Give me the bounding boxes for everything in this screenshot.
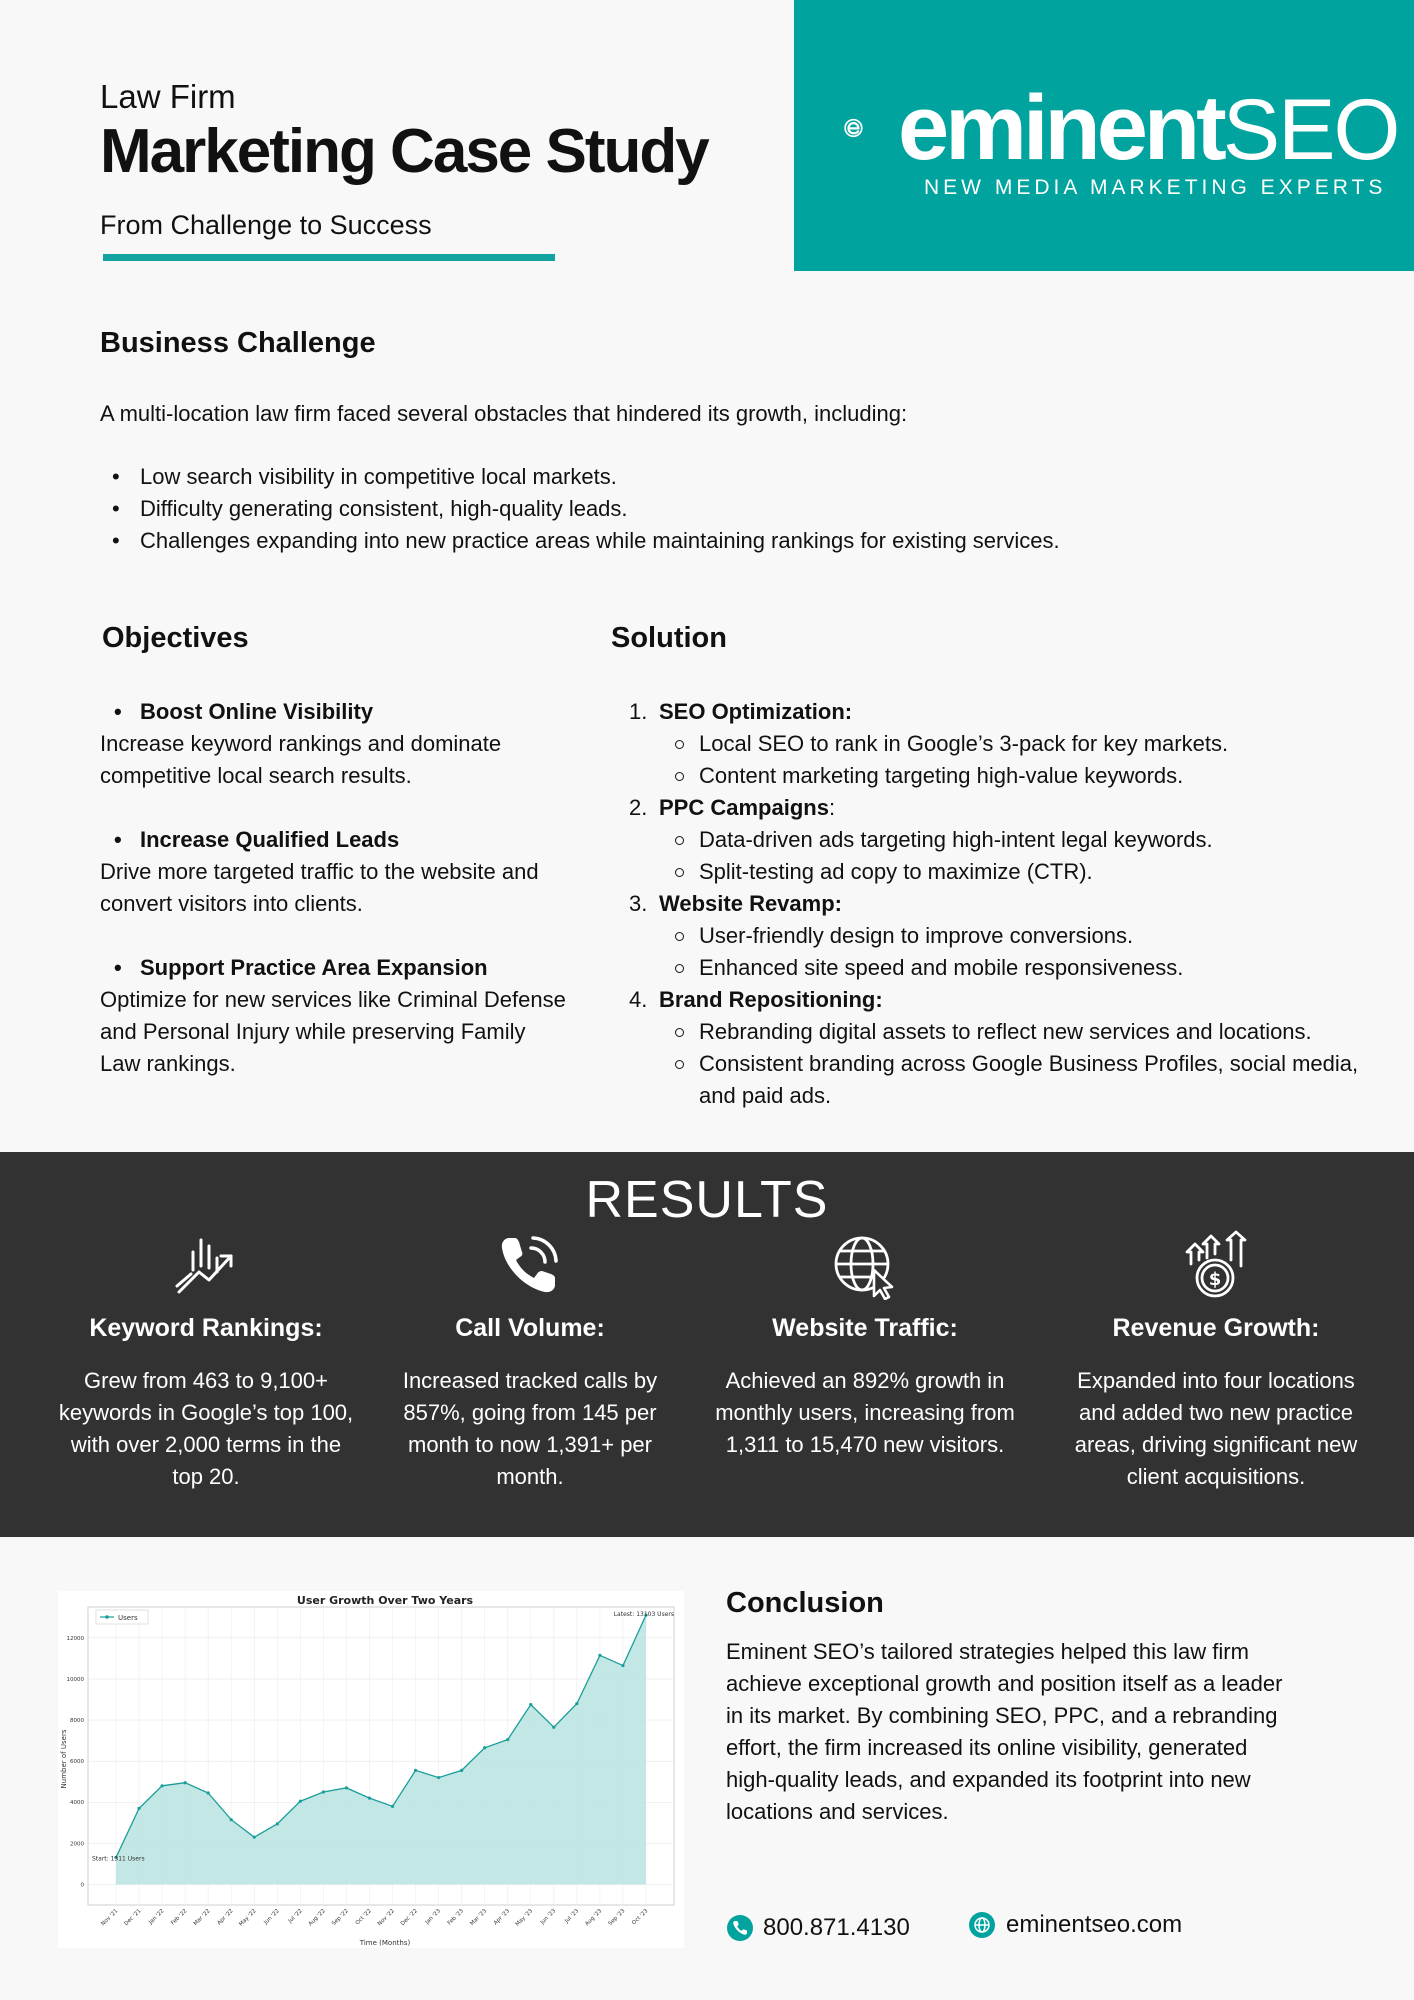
result-keyword-rankings (56, 1230, 356, 1493)
x-tick-label: Apr '22 (216, 1908, 235, 1927)
solution-subitem: Enhanced site speed and mobile responsiveness. (659, 952, 1379, 984)
title-underline (103, 254, 555, 261)
x-tick-label: Dec '22 (399, 1908, 419, 1928)
x-tick-label: Feb '23 (446, 1908, 466, 1927)
y-tick-label: 12000 (66, 1635, 84, 1642)
x-tick-label: Oct '22 (354, 1908, 373, 1927)
solution-item (619, 792, 1379, 888)
brand-name-bold: eminent (898, 77, 1223, 179)
x-tick-label: Mar '22 (192, 1908, 212, 1928)
y-tick-label: 8000 (70, 1718, 84, 1725)
objective-title: • Increase Qualified Leads (100, 824, 570, 856)
solution-subitem: Split-testing ad copy to maximize (CTR). (659, 856, 1379, 888)
solution-title: Website Revamp: (659, 891, 842, 916)
solution-sublist (659, 728, 1379, 792)
solution-item (619, 888, 1379, 984)
series-area-fill (116, 1615, 646, 1884)
annotation-latest: Latest: 13103 Users (613, 1611, 674, 1618)
legend-marker (105, 1615, 109, 1619)
conclusion-heading: Conclusion (726, 1587, 884, 1619)
objective-item (100, 824, 570, 920)
solution-subitem: Content marketing targeting high-value keywords. (659, 760, 1379, 792)
solution-title-line (659, 792, 1379, 824)
solution-title: Brand Repositioning: (659, 987, 883, 1012)
objective-item (100, 696, 570, 792)
x-tick-label: Mar '23 (469, 1908, 489, 1928)
phone-number[interactable]: 800.871.4130 (763, 1914, 910, 1941)
results-band (0, 1152, 1414, 1537)
brand-banner (794, 0, 1414, 271)
series-point (230, 1818, 233, 1821)
series-point (368, 1797, 371, 1800)
annotation-start: Start: 1311 Users (92, 1855, 145, 1863)
challenge-bullet: • Low search visibility in competitive local markets. (100, 461, 1320, 493)
x-tick-label: Oct '23 (631, 1908, 650, 1927)
y-tick-label: 0 (80, 1882, 84, 1889)
objective-body: Drive more targeted traffic to the website and convert visitors into clients. (100, 859, 539, 916)
chart-legend (96, 1610, 148, 1624)
solution-title-line (659, 984, 1379, 1016)
x-tick-label: Dec '21 (123, 1908, 143, 1928)
series-point (506, 1738, 509, 1741)
rising-chart-icon (171, 1230, 241, 1300)
series-point (460, 1769, 463, 1772)
solution-sublist (659, 824, 1379, 888)
result-call-volume (380, 1230, 680, 1493)
globe-icon (968, 1911, 996, 1939)
objective-body: Increase keyword rankings and dominate competitive local search results. (100, 731, 502, 788)
solution-sublist (659, 920, 1379, 984)
result-text: Grew from 463 to 9,100+ keywords in Google’s top 100, with over 2,000 terms in the top 20. (58, 1368, 354, 1489)
x-tick-label: May '22 (238, 1908, 258, 1928)
series-point (184, 1781, 187, 1784)
challenge-bullet: • Difficulty generating consistent, high-quality leads. (100, 493, 1320, 525)
challenge-intro: A multi-location law firm faced several obstacles that hindered its growth, including: (100, 401, 908, 426)
phone-ringing-icon (495, 1230, 565, 1300)
solution-title: PPC Campaigns (659, 795, 829, 820)
result-website-traffic (715, 1230, 1015, 1461)
x-tick-label: Jan '22 (148, 1908, 166, 1926)
chart-ylabel: Number of Users (60, 1729, 68, 1789)
website-url[interactable]: eminentseo.com (1006, 1911, 1183, 1938)
solution-list (619, 696, 1379, 1112)
solution-subitem: Consistent branding across Google Business Profiles, social media, and paid ads. (659, 1048, 1379, 1112)
legend-label: Users (118, 1614, 138, 1622)
x-tick-label: Jan '23 (424, 1908, 443, 1926)
solution-number: 4. (629, 987, 648, 1012)
globe-cursor-icon (830, 1230, 900, 1300)
x-tick-label: Sep '22 (331, 1908, 350, 1927)
kicker: Law Firm (100, 78, 236, 115)
solution-subitem: Data-driven ads targeting high-intent legal keywords. (659, 824, 1379, 856)
x-tick-label: Nov '21 (100, 1908, 120, 1928)
solution-number: 2. (629, 795, 648, 820)
series-point (276, 1822, 279, 1825)
series-point (207, 1791, 210, 1794)
phone-icon (726, 1914, 754, 1942)
series-point (552, 1726, 555, 1729)
y-tick-label: 10000 (66, 1676, 84, 1683)
solution-subitem: User-friendly design to improve conversions. (659, 920, 1379, 952)
solution-title-line (659, 888, 1379, 920)
series-point (598, 1654, 601, 1657)
objective-title: • Boost Online Visibility (100, 696, 570, 728)
series-point (345, 1786, 348, 1789)
result-heading: Website Traffic: (772, 1314, 958, 1342)
objective-item (100, 952, 570, 1080)
y-tick-label: 4000 (70, 1800, 84, 1807)
series-point (575, 1702, 578, 1705)
user-growth-chart (58, 1591, 684, 1948)
objectives-heading: Objectives (102, 622, 249, 654)
chart-area-layer (114, 1614, 647, 1885)
x-tick-label: Aug '22 (307, 1908, 327, 1928)
revenue-growth-icon (1181, 1230, 1251, 1300)
y-tick-label: 2000 (70, 1841, 84, 1848)
results-title: RESULTS (585, 1171, 829, 1229)
series-point (137, 1807, 140, 1810)
series-point (299, 1800, 302, 1803)
y-tick-label: 6000 (70, 1759, 84, 1766)
chart-title: User Growth Over Two Years (296, 1594, 474, 1607)
series-point (253, 1836, 256, 1839)
brand-name-light: SEO (1222, 82, 1399, 178)
chart-x-ticks (100, 1908, 649, 1928)
x-tick-label: Sep '23 (607, 1908, 627, 1927)
x-tick-label: May '23 (514, 1908, 535, 1928)
result-text: Expanded into four locations and added two new practice areas, driving significant new client acquisitions. (1074, 1368, 1358, 1489)
series-point (414, 1769, 417, 1772)
x-tick-label: Jul '23 (564, 1908, 581, 1925)
challenge-list (100, 461, 1320, 557)
x-tick-label: Jul '22 (287, 1908, 304, 1925)
conclusion-text: Eminent SEO’s tailored strategies helped this law firm achieve exceptional growth and position itself as a leader in its market. By combining SEO, PPC, and a rebranding effort, the firm increased its online visibility, generated high-quality leads, and expanded its footprint into new locations and services. (726, 1639, 1283, 1824)
solution-title: SEO Optimization: (659, 699, 853, 724)
chart-svg (58, 1591, 684, 1948)
objective-body: Optimize for new services like Criminal Defense and Personal Injury while preserving Family Law rankings. (100, 987, 566, 1076)
solution-item (619, 984, 1379, 1112)
solution-heading: Solution (611, 622, 727, 654)
page-title: Marketing Case Study (100, 117, 708, 186)
solution-subitem: Rebranding digital assets to reflect new services and locations. (659, 1016, 1379, 1048)
solution-title-line (659, 696, 1379, 728)
result-text: Achieved an 892% growth in monthly users, increasing from 1,311 to 15,470 new visitors. (715, 1368, 1015, 1457)
x-tick-label: Nov '22 (376, 1908, 396, 1928)
series-point (483, 1746, 486, 1749)
result-revenue-growth (1066, 1230, 1366, 1493)
series-point (391, 1805, 394, 1808)
result-heading: Revenue Growth: (1112, 1314, 1320, 1342)
series-point (437, 1776, 440, 1779)
challenge-bullet: • Challenges expanding into new practice areas while maintaining rankings for existing services. (100, 525, 1320, 557)
x-tick-label: Aug '23 (584, 1908, 604, 1928)
result-heading: Call Volume: (455, 1314, 605, 1342)
solution-sublist (659, 1016, 1379, 1112)
series-point (621, 1664, 624, 1667)
solution-subitem: Local SEO to rank in Google’s 3-pack for key markets. (659, 728, 1379, 760)
solution-title-suffix: : (828, 795, 836, 820)
x-tick-label: Feb '22 (170, 1908, 189, 1927)
objectives-list (100, 696, 570, 1112)
x-tick-label: Jun '23 (539, 1908, 558, 1926)
chart-xlabel: Time (Months) (359, 1939, 411, 1947)
series-point (160, 1784, 163, 1787)
x-tick-label: Apr '23 (492, 1908, 512, 1927)
result-text: Increased tracked calls by 857%, going from 145 per month to now 1,391+ per month. (402, 1368, 658, 1489)
solution-number: 3. (629, 891, 648, 916)
brand-tagline: NEW MEDIA MARKETING EXPERTS (924, 176, 1387, 199)
page-subtitle: From Challenge to Success (100, 210, 432, 241)
chart-y-ticks (67, 1636, 85, 1889)
svg-text:$: $ (1208, 1269, 1222, 1290)
series-point (322, 1790, 325, 1793)
objective-title: • Support Practice Area Expansion (100, 952, 570, 984)
x-tick-label: Jun '22 (263, 1908, 281, 1926)
brand-wordmark (898, 76, 1398, 181)
header-titles (100, 78, 740, 241)
result-heading: Keyword Rankings: (89, 1314, 323, 1342)
challenge-heading: Business Challenge (100, 327, 376, 359)
series-point (529, 1703, 532, 1706)
solution-number: 1. (629, 699, 648, 724)
solution-item (619, 696, 1379, 792)
